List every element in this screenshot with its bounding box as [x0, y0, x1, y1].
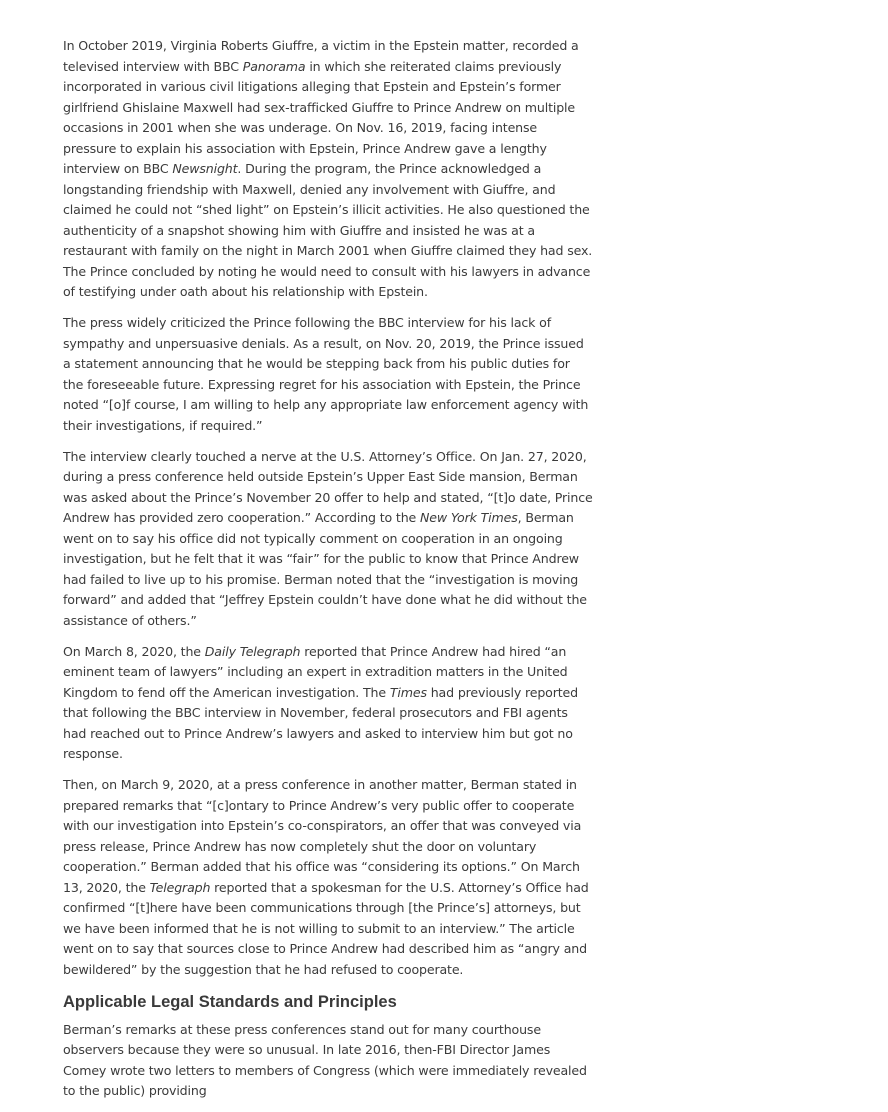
text-run: Then, on March 9, 2020, at a press conference in another matter, Berman stated in prepared remarks that “[c]ontary to Prince Andrew’s very public offer to cooperate with our investigation into Epstein’s co-conspirators, an offer that was conveyed via press release, Prince Andrew has now completely shut the door on voluntary cooperation.” Berman added that his office was “considering its options.” On March 13, 2020, the [63, 777, 582, 895]
text-run: in which she reiterated claims previously incorporated in various civil litigations alleging that Epstein and Epstein’s former girlfriend Ghislaine Maxwell had sex-trafficked Giuffre to Prince Andrew on multiple occasions in 2001 when she was underage. On Nov. 16, 2019, facing intense pressure to explain his association with Epstein, Prince Andrew gave a lengthy interview on BBC [63, 58, 576, 176]
paragraph [63, 775, 593, 980]
paragraph [63, 447, 593, 632]
closing-paragraph [63, 1020, 593, 1102]
paragraph [63, 313, 593, 436]
text-run: , Berman went on to say his office did not typically comment on cooperation in an ongoing investigation, but he felt that it was “fair” for the public to know that Prince Andrew had failed to live up to his promise. Berman noted that the “investigation is moving forward” and added that “Jeffrey Epstein couldn’t have done what he did without the assistance of others.” [63, 510, 587, 628]
italic-title: Times [389, 684, 427, 700]
paragraph [63, 642, 593, 765]
italic-title: Panorama [242, 58, 306, 74]
italic-title: Telegraph [149, 879, 211, 895]
italic-title: Daily Telegraph [204, 643, 301, 659]
paragraphs-container [63, 36, 593, 980]
text-run: The press widely criticized the Prince following the BBC interview for his lack of sympathy and unpersuasive denials. As a result, on Nov. 20, 2019, the Prince issued a statement announcing that he would be stepping back from his public duties for the foreseeable future. Expressing regret for his association with Epstein, the Prince noted “[o]f course, I am willing to help any appropriate law enforcement agency with their investigations, if required.” [63, 315, 589, 433]
section-heading: Applicable Legal Standards and Principles [63, 992, 397, 1011]
text-run: Berman’s remarks at these press conferences stand out for many courthouse observers because they were so unusual. In late 2016, then-FBI Director James Comey wrote two letters to members of Congress (which were immediately revealed to the public) providing [63, 1021, 587, 1098]
text-run: . During the program, the Prince acknowledged a longstanding friendship with Maxwell, denied any involvement with Giuffre, and claimed he could not “shed light” on Epstein’s illicit activities. He also questioned the authenticity of a snapshot showing him with Giuffre and insisted he was at a restaurant with family on the night in March 2001 when Giuffre claimed they had sex. The Prince concluded by noting he would need to consult with his lawyers in advance of testifying under oath about his relationship with Epstein. [63, 161, 593, 299]
italic-title: New York Times [420, 510, 518, 525]
text-run: On March 8, 2020, the [63, 643, 205, 659]
paragraph [63, 36, 593, 303]
text-run: had previously reported that following the BBC interview in November, federal prosecutors and FBI agents had reached out to Prince Andrew’s lawyers and asked to interview him but got no response. [63, 684, 578, 761]
text-run: reported that a spokesman for the U.S. Attorney’s Office had confirmed “[t]here have been communications through [the Prince’s] attorneys, but we have been informed that he is not willing to submit to an interview.” The article went on to say that sources close to Prince Andrew had described him as “angry and bewildered” by the suggestion that he had refused to cooperate. [63, 879, 589, 977]
article-body [63, 36, 593, 1112]
text-run: In October 2019, Virginia Roberts Giuffre, a victim in the Epstein matter, recorded a televised interview with BBC [63, 38, 579, 74]
text-run: reported that Prince Andrew had hired “an eminent team of lawyers” including an expert in extradition matters in the United Kingdom to fend off the American investigation. The [63, 643, 568, 700]
text-run: The interview clearly touched a nerve at the U.S. Attorney’s Office. On Jan. 27, 2020, during a press conference held outside Epstein’s Upper East Side mansion, Berman was asked about the Prince’s November 20 offer to help and stated, “[t]o date, Prince Andrew has provided zero cooperation.” According to the [63, 448, 593, 525]
italic-title: Newsnight [172, 161, 238, 176]
